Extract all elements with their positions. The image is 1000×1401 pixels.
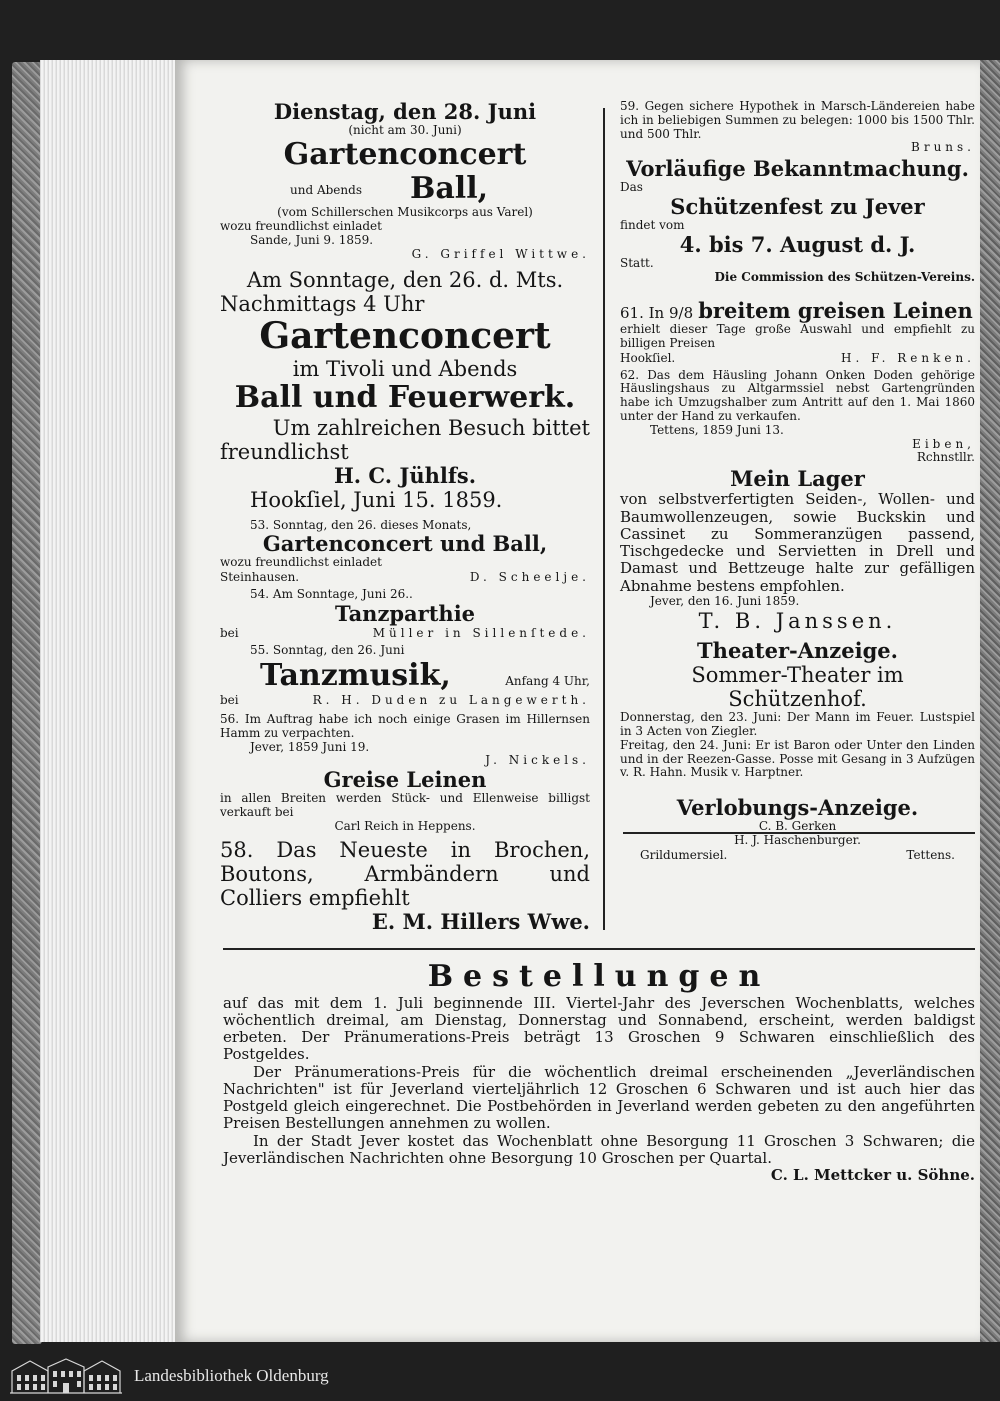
library-name: Landesbibliothek Oldenburg [134,1365,329,1385]
ad-text: Freitag, den 24. Juni: Er ist Baron oder Unter den Linden und in der Reezen-Gasse. Posse mit Gesang in 3 Aufzügen v. R. Hahn. Musik v. Harptner. [620,737,975,780]
section-title: Bestellungen [427,959,771,994]
ad-headline: Greise Leinen [323,767,487,793]
ad-line: im Tivoli und Abends [292,357,518,382]
library-building-icon [10,1357,122,1395]
ad-line: bei [220,626,239,641]
ad-footer [220,693,590,707]
column-divider [603,108,605,930]
notice-title: Vorläufige Bekanntmachung. [626,156,969,182]
ad-line: Nachmittags 4 Uhr [220,291,425,316]
ad-headline: Mein Lager [730,466,865,492]
ad-headline: Gartenconcert [283,136,527,172]
ad-headline: Gartenconcert [259,314,551,357]
ad-name: C. B. Gerken [758,819,837,834]
ad-headline: Tanzmusik, [260,657,451,693]
subscription-section [223,960,975,1184]
notice-shooting-festival [620,157,975,285]
ad-text: erhielt dieser Tage große Auswahl und empfiehlt zu billigen Preisen [620,321,975,350]
ad-line: 53. Sonntag, den 26. dieses Monats, [250,517,472,532]
ad-signature: Eiben, [912,436,975,451]
ad-text: 59. Gegen sichere Hypothek in Marsch-Ländereien habe ich in beliebigen Summen zu belegen: 1000 bis 1500 Thlr. und 500 Thlr. [620,99,975,141]
ad-signature: H. F. Renken. [841,350,975,365]
ad-line: 54. Am Sonntage, Juni 26.. [250,587,413,602]
ad-53 [220,519,590,585]
notice-line: findet vom [620,218,685,233]
ad-headline: breitem greisen Leinen [698,297,973,323]
ad-signature: Bruns. [911,140,975,155]
ad-signature: H. C. Jühlfs. [333,463,477,489]
ad-text: von selbstverfertigten Seiden-, Wollen- und Baumwollenzeugen, sowie Buckskin und Cassinet zu Sommeranzügen passend, Tischgedecke und Servietten in Drell und Damast und Bettzeuge halte zur gefälligen Abnahme bestens empfohlen. [620,490,975,595]
right-column [620,100,975,862]
ad-line: bei [220,692,239,707]
ad-headline: Theater-Anzeige. [697,637,898,663]
newspaper-page [175,60,980,1342]
ad-headline: Gartenconcert und Ball, [262,531,548,557]
notice-date: 4. bis 7. August d. J. [679,232,916,258]
notice-line: Statt. [620,256,654,271]
ad-headline: Tanzparthie [334,601,476,627]
section-paragraph: auf das mit dem 1. Juli beginnende III. Viertel-Jahr des Jeverschen Wochenblatts, welches wöchentlich dreimal, am Dienstag, Donnerstag und Sonnabend, erscheint, werden baldigst erbeten. Der Pränumerations-Preis beträgt 13 Groschen 9 Schwaren einschließlich des Postgeldes. [223,993,975,1064]
ad-footer [620,351,975,365]
section-paragraph: Der Pränumerations-Preis für die wöchentlich dreimal erscheinenden „Jeverländischen Nachrichten" ist für Jeverland vierteljährlich 12 Groschen 6 Schwaren und ist auch hier das Postgeld gleich eingerechnet. Die Postbehörden in Jeverland werden gebeten zu den angeführten Preisen Bestellungen annehmen zu wollen. [223,1062,975,1133]
ad-56 [220,713,590,834]
ad-line: Anfang 4 Uhr, [505,673,590,688]
ad-place: Tettens, 1859 Juni 13. [650,422,784,437]
ad-place: Sande, Juni 9. 1859. [250,233,374,248]
section-paragraph: In der Stadt Jever kostet das Wochenblatt ohne Besorgung 11 Groschen 3 Schwaren; die Jeverländischen Nachrichten ohne Besorgung 10 Groschen per Quartal. [223,1131,975,1167]
ad-garden-concert-sande [220,100,590,262]
ad-place: Jever, den 16. Juni 1859. [650,593,800,608]
ad-signature: Müller in Sillenſtede. [372,626,590,641]
ad-line: Am Sonntage, den 26. d. Mts. [246,267,564,292]
ad-engagement [620,796,975,862]
ad-garden-concert-tivoli [220,268,590,513]
ad-signature: G. Griffel Wittwe. [411,246,590,261]
left-column [220,100,590,934]
ad-text: 56. Im Auftrag habe ich noch einige Grasen im Hillernsen Hamm zu verpachten. [220,711,590,740]
ad-text: in allen Breiten werden Stück- und Ellenweise billigst verkauft bei [220,791,590,820]
ad-subtitle: Sommer-Theater im Schützenhof. [691,662,904,711]
ad-line-group [620,299,975,323]
notice-signature: Die Commission des Schützen-Vereins. [714,270,975,284]
ad-line: wozu freundlichst einladet [220,555,382,570]
ad-place: Hookſiel, Juni 15. 1859. [250,488,503,513]
ad-line: Um zahlreichen Besuch bittet [272,415,590,440]
ad-headline: Ball, [410,171,489,207]
ad-headline: Ball und Feuerwerk. [234,380,576,416]
ad-line: wozu freundlichst einladet [220,219,382,234]
ad-theater [620,639,975,780]
ad-line: und Abends [290,183,362,198]
ad-footer [220,626,590,640]
ad-line: 61. In 9/8 [620,303,694,322]
ad-name: H. J. Haschenburger. [734,833,861,848]
notice-line: Das [620,180,643,195]
ad-54 [220,588,590,640]
ad-line-group [220,658,590,693]
section-signature: C. L. Mettcker u. Söhne. [770,1166,975,1184]
ad-signature: Carl Reich in Heppens. [334,818,476,833]
ad-place: Jever, 1859 Juni 19. [250,739,370,754]
ad-line: 55. Sonntag, den 26. Juni [250,643,405,658]
ad-footer [220,570,590,584]
ad-signature: R. H. Duden zu Langewerth. [312,692,590,707]
ad-footer [620,848,975,862]
footer-bar [0,1350,1000,1401]
ad-lager [620,467,975,633]
full-width-rule [223,948,975,950]
notice-headline: Schützenfest zu Jever [670,194,925,220]
page-stack-edge [40,60,180,1342]
ad-text: 62. Das dem Häusling Johann Onken Doden gehörige Häuslingshaus zu Altgarmssiel nebst Gartengründen habe ich Umzugshalber zum Antritt auf den 1. Mai 1860 unter der Hand zu verkaufen. [620,367,975,423]
ad-signature: J. Nickels. [485,753,590,768]
ad-place: Tettens. [906,847,955,862]
ad-signature: D. Scheelje. [469,570,590,585]
ad-headline: Verlobungs-Anzeige. [676,795,919,821]
ad-text: 58. Das Neueste in Brochen, Boutons, Armbändern und Colliers empfiehlt [220,837,590,910]
ad-line-group [220,172,590,206]
ad-place: Steinhausen. [220,570,300,585]
ad-59 [620,100,975,155]
ad-line: (nicht am 30. Juni) [348,123,462,138]
ad-place: Grildumersiel. [640,847,728,862]
ad-62 [620,369,975,466]
ad-55 [220,644,590,707]
ad-58 [220,838,590,935]
ad-signature: Rchnstllr. [916,450,975,465]
ad-place: Hookſiel. [620,350,676,365]
ad-61 [620,299,975,365]
ad-line: Dienstag, den 28. Juni [273,99,537,124]
ad-line: freundlichst [220,440,349,465]
ad-signature: E. M. Hillers Wwe. [371,909,590,935]
ad-text: Donnerstag, den 23. Juni: Der Mann im Feuer. Lustspiel in 3 Acten von Ziegler. [620,710,975,738]
ad-signature: T. B. Janssen. [698,608,897,633]
ad-line: (vom Schillerschen Musikcorps aus Varel) [277,205,533,220]
book-cover-edge [12,62,42,1344]
